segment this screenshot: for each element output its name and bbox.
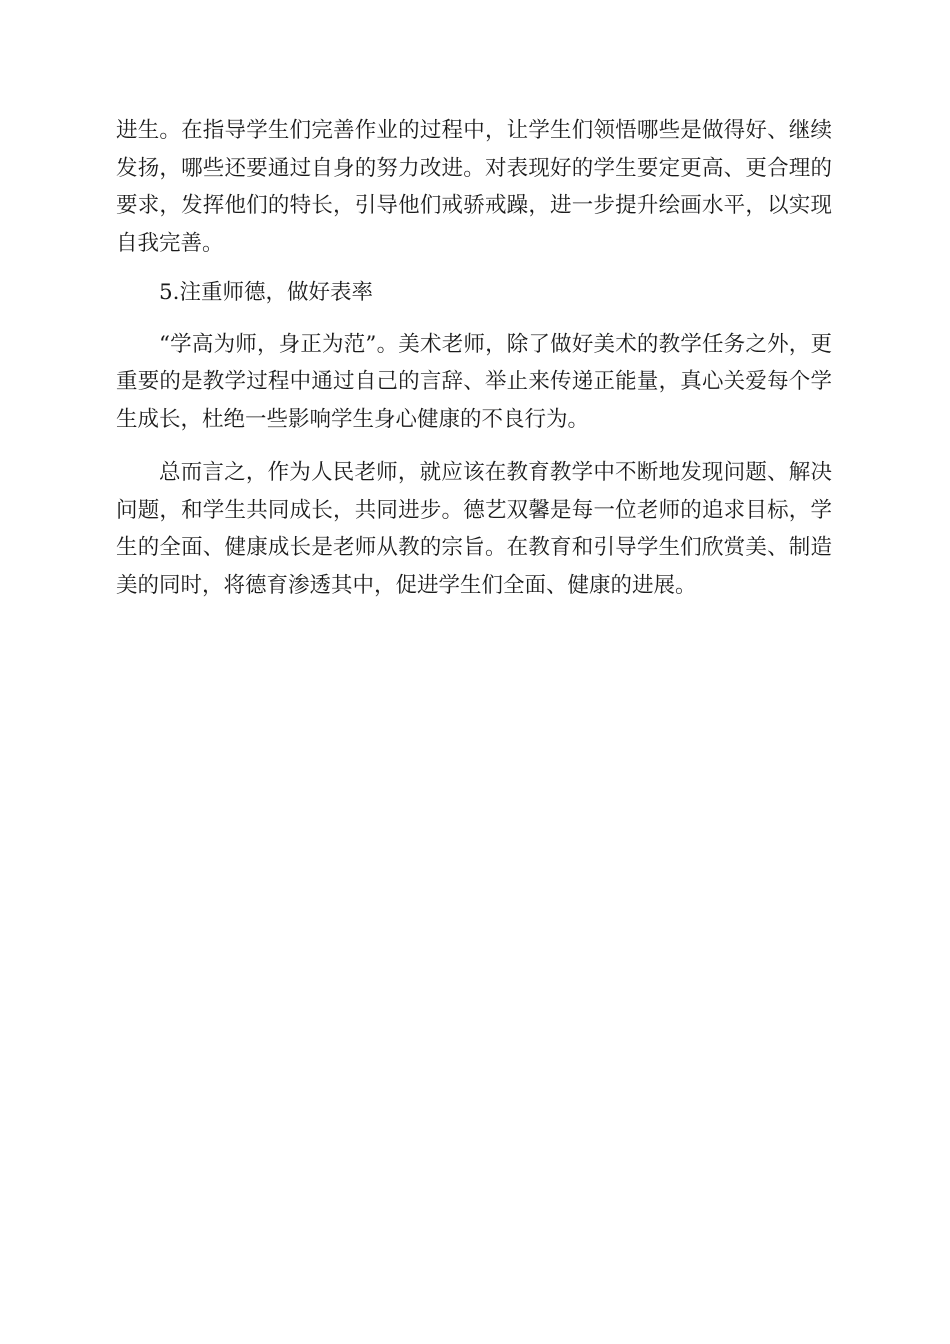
paragraph-continuation: 进生。在指导学生们完善作业的过程中，让学生们领悟哪些是做得好、继续发扬，哪些还要通过自身的努力改进。对表现好的学生要定更高、更合理的要求，发挥他们的特长，引导他们戒骄戒躁，进一步提升绘画水平，以实现自我完善。 [116, 118, 832, 256]
paragraph-teacher-ethics: “学高为师，身正为范”。美术老师，除了做好美术的教学任务之外，更重要的是教学过程中通过自己的言辞、举止来传递正能量，真心关爱每个学生成长，杜绝一些影响学生身心健康的不良行为。 [116, 331, 832, 432]
section-heading: 5.注重师德，做好表率 [159, 280, 374, 305]
document-body [116, 112, 832, 604]
paragraph-conclusion: 总而言之，作为人民老师，就应该在教育教学中不断地发现问题、解决问题，和学生共同成长，共同进步。德艺双馨是每一位老师的追求目标，学生的全面、健康成长是老师从教的宗旨。在教育和引导学生们欣赏美、制造美的同时，将德育渗透其中，促进学生们全面、健康的进展。 [116, 460, 832, 598]
